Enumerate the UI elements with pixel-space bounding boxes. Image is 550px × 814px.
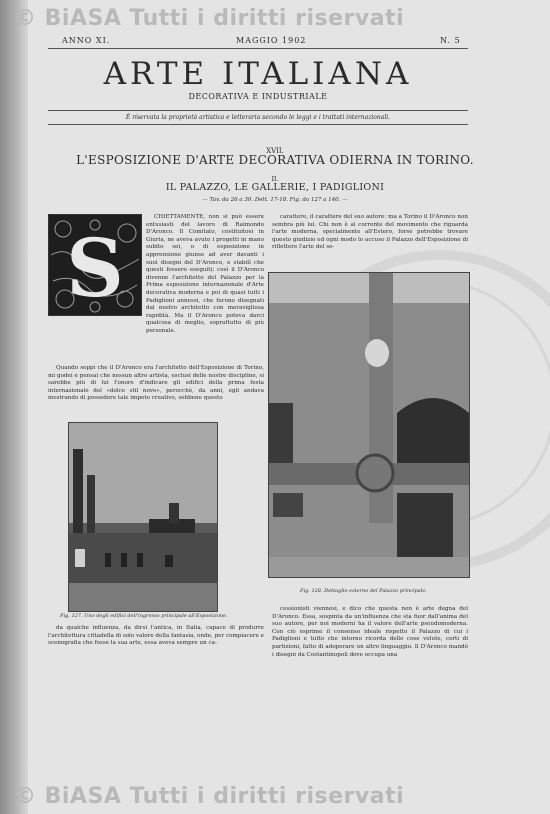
plates-reference: — Tav. da 26 a 30. Dett. 17-18. Fig. da 127 a 140. — (202, 197, 348, 203)
paragraph: CHIETTAMENTE, non si può essere entusiasti del lavoro di Raimondo D'Aronco. Il Comitato, costituitosi in Giuria, ne aveva avuto i progetti in mano subito sei, o di esposizione in apprensione giunse ad aver davanti i suoi disegni del D'Aronco, e stabilì che questi fossero eseguiti; così il D'Aronco divenne l'architetto del Palazzo per la Prima esposizione internazionale d'Arte decorativa moderna e poi di quasi tutti i Padiglioni annessi, che furono disegnati dal nostro architetto con meravigliosa rapidità. Ma il D'Aronco poteva darci qualcosa di meglio, soprattutto di più personale. (146, 214, 264, 334)
initial-letter: S (66, 221, 124, 315)
article-title: L'ESPOSIZIONE D'ARTE DECORATIVA ODIERNA IN TORINO. (76, 153, 474, 167)
figure-caption-left: Fig. 127. Uno degli edifici dell'ingresso principale all'Esposizione. (60, 613, 228, 619)
masthead-subtitle: DECORATIVA E INDUSTRIALE (188, 92, 328, 101)
book-spine (0, 0, 28, 814)
subsection-number: II. (271, 176, 279, 183)
left-column-text (146, 214, 264, 336)
masthead-tagline: È riservata la proprietà artistica e letteraria secondo le leggi e i trattati internazionali. (125, 114, 391, 121)
figure-caption-right: Fig. 128. Dettaglio esterno del Palazzo principale. (300, 588, 427, 594)
decorated-initial (48, 214, 142, 316)
masthead-rule-bottom (48, 124, 468, 125)
masthead-title: ARTE ITALIANA (103, 56, 413, 92)
watermark-top: © BiASA Tutti i diritti riservati (14, 6, 405, 31)
watermark-bottom: © BiASA Tutti i diritti riservati (14, 784, 405, 809)
section-number: XVII. (266, 147, 284, 155)
masthead-rule-top (48, 110, 468, 111)
issue-number: N. 5 (440, 36, 461, 45)
palace-detail-illustration (269, 273, 469, 577)
right-column-text (272, 214, 468, 252)
issue-year: ANNO XI. (62, 36, 111, 45)
left-column-text-2 (48, 365, 264, 403)
bottom-right-text (272, 606, 468, 659)
issue-date: MAGGIO 1902 (236, 36, 307, 45)
subsection-title: IL PALAZZO, LE GALLERIE, I PADIGLIONI (165, 182, 385, 193)
paragraph: cessionisti viennesi, e dico che questa non è arte degna del D'Aronco. Essa, sospinta da un'influenza che sta fuor dall'anima del suo autore, per noi moderni ha il valore dell'arte pseudomoderna. Con ciò esprime il consenso ideale rispetto il Palazzo di cui i Padiglioni e tutto che intorno ricorda delle cose volute, certi di partizioni, fatto di adoperare un altro linguaggio. Il D'Aronco mandò i disegni da Costantinopoli dove occupa una (272, 606, 468, 658)
figure-palace-detail (268, 272, 470, 578)
paragraph: Quando seppi che il D'Aronco era l'architetto dell'Esposizione di Torino, mi godei e pensai che nessun altro artista, esclusi delle nostre discipline, si sarebbe più di lui l'onore d'indicare gli edifici della prima festa internazionale del «dolce stil novo», perocchè, da anni, egli andava mostrando di possedere tale impeto creativo, sebbene questo (48, 365, 264, 402)
paragraph: da qualche influenza, da dirsi l'antica, in Italia, capace di produrre l'architettura cittadella di solo valore della fantasia, onde, per compiacere e scenografia che fosse la sua arte, essa aveva sempre un ca- (48, 625, 264, 647)
bottom-left-text (48, 625, 264, 648)
paragraph: carattere, il carattere del suo autore: ma a Torino il D'Aronco non sembra più lui. Chi non è al corrente del movimento che riguarda l'arte moderna, specialmente all'Estero, forse potrebbe trovare questo giudizio ed ogni modo lo accuso il Palazzo dell'Esposizione di riflettere l'arte del se- (272, 214, 468, 251)
entrance-building-illustration (69, 423, 217, 611)
header-rule (48, 48, 468, 49)
figure-entrance-building (68, 422, 218, 612)
